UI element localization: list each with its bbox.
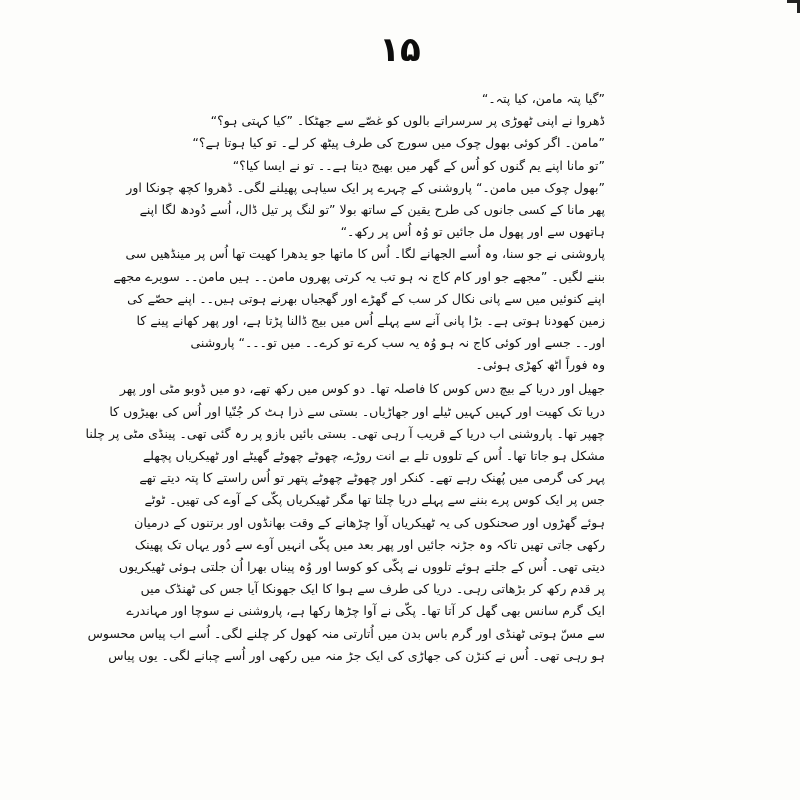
text-line: چھپر تھا۔ پاروشنی اب دریا کے قریب آ رہی تھی۔ بستی بائیں بازو پر رہ گئی تھی۔ پینڈی مٹی پر چلنا	[85, 425, 605, 441]
text-line: دریا تک کھیت اور کہیں کہیں ٹیلے اور جھاڑیاں۔ بستی سے ذرا ہٹ کر جُنّیا اور اُس کی بھیڑوں کا	[109, 403, 605, 419]
text-line: دیتی تھی۔ اُس کے جلتے ہوئے تلووں نے پکّی کو کوسا اور وُہ پیناں بھرا اُن جلتی ہوئی ٹھیکریوں	[118, 558, 605, 574]
text-line: جھیل اور دریا کے بیچ دس کوس کا فاصلہ تھا۔ دو کوس میں رکھ تھے، دو میں ڈوبو مٹی اور پھر	[119, 381, 605, 397]
text-line: پھر مانا کے کسی جانوں کی طرح یقین کے ساتھ بولا ”تو لنگ پر تیل ڈال، اُسے دُودھ لگا اپنے	[139, 201, 605, 217]
text-line: جس پر ایک کوس پرے بننے سے پہلے دریا چلتا تھا مگر ٹھیکریاں پکّی کے آوے کی تھیں۔ ٹوٹے	[144, 492, 605, 508]
text-line: ”تو مانا اپنے یم گنوں کو اُس کے گھر میں بھیج دیتا ہے۔۔ تو نے ایسا کیا؟“	[232, 157, 605, 173]
text-line: ”گیا پتہ مامن، کیا پتہ۔“	[481, 91, 605, 106]
text-line: پاروشنی نے جو سنا، وہ اُسے الجھانے لگا۔ اُس کا ماتھا جو یدھرا کھیت تھا اُس پر مینڈھیں سی	[125, 246, 605, 262]
page-number: ۱۵	[379, 30, 421, 70]
text-line: ہو رہی تھی۔ اُس نے کنڑن کی جھاڑی کی ایک جڑ منہ میں رکھی اور اُسے چبانے لگی۔ یوں پیاس	[108, 647, 605, 663]
text-line: زمین کھودنا ہوتی ہے۔ بڑا پانی آنے سے پہلے اُس میں بیج ڈالنا پڑتا ہے، اور پھر کھانے پینے کا	[136, 312, 605, 328]
text-line: ہوئے گھڑوں اور صحنکوں کی یہ ٹھیکریاں آوا چڑھانے کے وقت بھانڈوں اور برتنوں کے درمیان	[134, 514, 605, 530]
text-line: سے مسّ ہوتی ٹھنڈی اور گرم باس بدن میں اُتارتی منہ کھول کر چلنے لگی۔ اُسے اب پیاس محسوس	[87, 625, 605, 641]
text-line: ”مامن۔ اگر کوئی بھول چوک میں سورج کی طرف پیٹھ کر لے۔ تو کیا ہوتا ہے؟“	[192, 135, 605, 151]
text-line: اپنے کنوئیں میں سے پانی نکال کر سب کے گھڑے اور گھجیاں بھرنے ہوتی ہیں۔۔ اپنے حصّے کی	[127, 290, 605, 306]
body-text	[85, 88, 605, 667]
text-line: مشکل ہو جاتا تھا۔ اُس کے تلووں تلے بے انت روڑے، چھوٹے چھوٹے گھیٹے اور ٹھیکریاں پچھلے	[142, 448, 605, 463]
text-line: پر قدم رکھ کر بڑھاتی رہی۔ دریا کی طرف سے ہوا کا ایک جھونکا آیا جس کی ٹھنڈک میں	[140, 581, 605, 597]
text-line: ہاتھوں سے اور پھول مل جائیں تو وُہ اُس پر رکھ۔“	[340, 224, 605, 240]
text-line: ایک گرم سانس بھی گھل کر آتا تھا۔ پکّی نے آوا چڑھا رکھا ہے، پاروشنی نے سوچا اور مہاندرے	[126, 603, 605, 619]
text-line: رکھی جاتی تھیں تاکہ وہ جڑنہ جائیں اور پھر بعد میں پکّی انہیں آوے سے دُور یہاں تک پھینک	[134, 536, 605, 552]
text-line: وہ فوراً اٹھ کھڑی ہوئی۔	[475, 357, 605, 373]
page-corner-mark	[787, 0, 800, 13]
text-line: اور۔۔ جسے اور کوئی کاج نہ ہو وُہ یہ سب کرے تو کرے۔۔ میں تو۔۔۔“ پاروشنی	[190, 335, 605, 351]
text-line: پہر کی گرمی میں پُھنک رہے تھے۔ کنکر اور چھوٹے چھوٹے پتھر تو اُس راستے کا پتہ دیتے تھے	[139, 470, 605, 486]
text-line: بننے لگیں۔ ”مجھے جو اور کام کاج نہ ہو تب یہ کرتی پھروں مامن۔۔ ہیں مامن۔۔ سویرے مجھے	[113, 268, 605, 284]
text-line: ”بھول چوک میں مامن۔“ پاروشنی کے چہرے پر ایک سیاہی پھیلنے لگی۔ ڈھروا کچھ چونکا اور	[126, 179, 605, 195]
text-line: ڈھروا نے اپنی ٹھوڑی پر سرسراتے بالوں کو غصّے سے جھٹکا۔ ”کیا کہتی ہو؟“	[210, 113, 605, 129]
